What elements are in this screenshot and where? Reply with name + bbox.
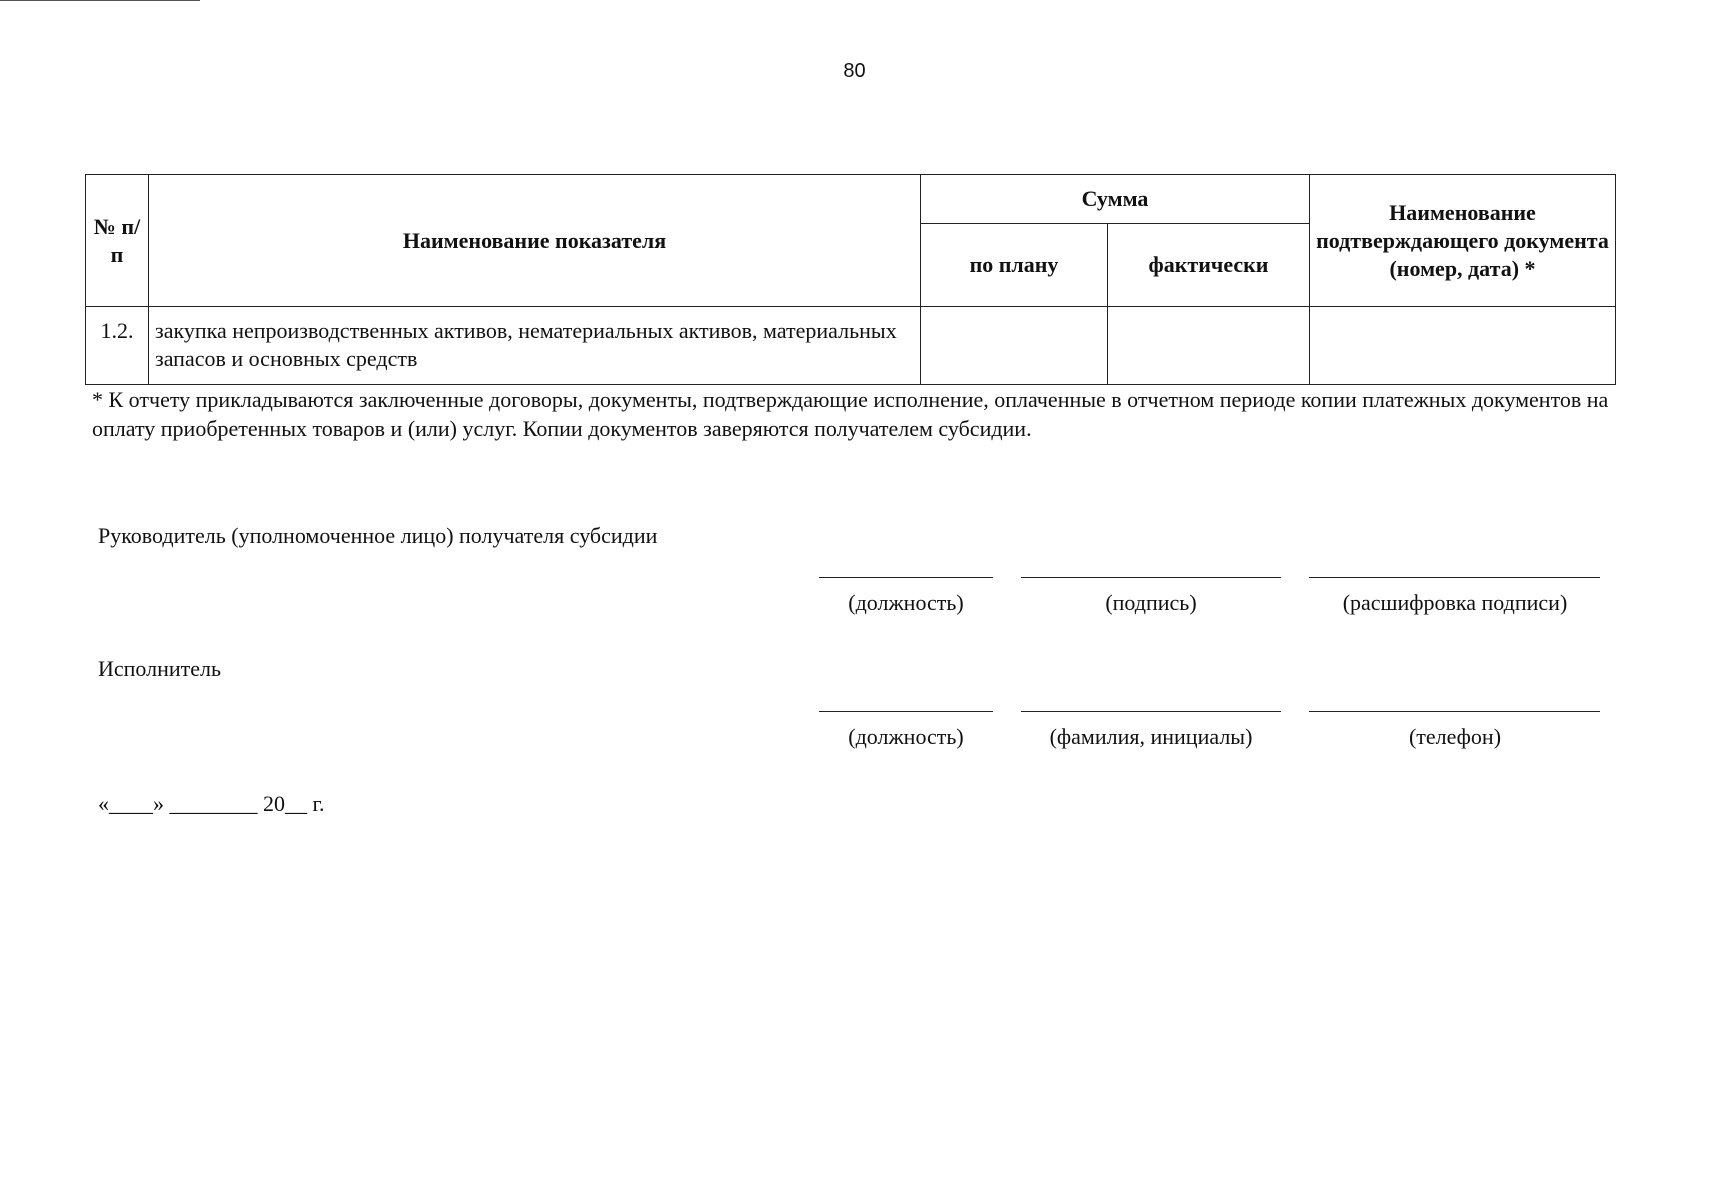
- table-header-row: [86, 175, 1616, 224]
- row-plan: [921, 307, 1108, 385]
- row-document: [1310, 307, 1616, 385]
- head-position-caption: (должность): [848, 590, 964, 615]
- header-document: [1310, 175, 1616, 307]
- head-signature-caption: (подпись): [1105, 590, 1197, 615]
- executor-phone-caption: (телефон): [1408, 724, 1502, 749]
- footnote: * К отчету прикладываются заключенные договоры, документы, подтверждающие исполнение, оплаченные в отчетном периоде копии платежных документов на оплату приобретенных товаров и (или) услуг. Копии документов заверяются получателем субсидии.: [92, 387, 1609, 441]
- head-decoding-line: [1309, 577, 1600, 578]
- top-edge-mark: [0, 0, 200, 1]
- row-number: 1.2.: [86, 307, 149, 385]
- header-plan: по плану: [921, 224, 1108, 307]
- executor-position-caption: (должность): [848, 724, 964, 749]
- date-line: «____» ________ 20__ г.: [98, 791, 325, 816]
- header-document-note: (номер, дата) *: [1389, 255, 1536, 281]
- header-num: № п/п: [86, 175, 149, 307]
- head-signature-line: [1021, 577, 1281, 578]
- executor-position-line: [819, 711, 993, 712]
- head-label: Руководитель (уполномоченное лицо) получателя субсидии: [98, 523, 658, 548]
- header-indicator: Наименование показателя: [149, 175, 921, 307]
- report-table: [85, 174, 1616, 385]
- header-sum: Сумма: [921, 175, 1310, 224]
- executor-name-caption: (фамилия, инициалы): [1049, 724, 1253, 749]
- executor-name-line: [1021, 711, 1281, 712]
- table-row: [86, 307, 1616, 385]
- header-document-title: Наименование подтверждающего документа: [1316, 199, 1609, 253]
- executor-label: Исполнитель: [98, 656, 222, 681]
- head-decoding-caption: (расшифровка подписи): [1342, 590, 1568, 615]
- row-indicator: закупка непроизводственных активов, нематериальных активов, материальных запасов и основных средств: [149, 307, 921, 385]
- head-position-line: [819, 577, 993, 578]
- page-number: 80: [843, 60, 866, 82]
- header-fact: фактически: [1108, 224, 1310, 307]
- row-fact: [1108, 307, 1310, 385]
- executor-phone-line: [1309, 711, 1600, 712]
